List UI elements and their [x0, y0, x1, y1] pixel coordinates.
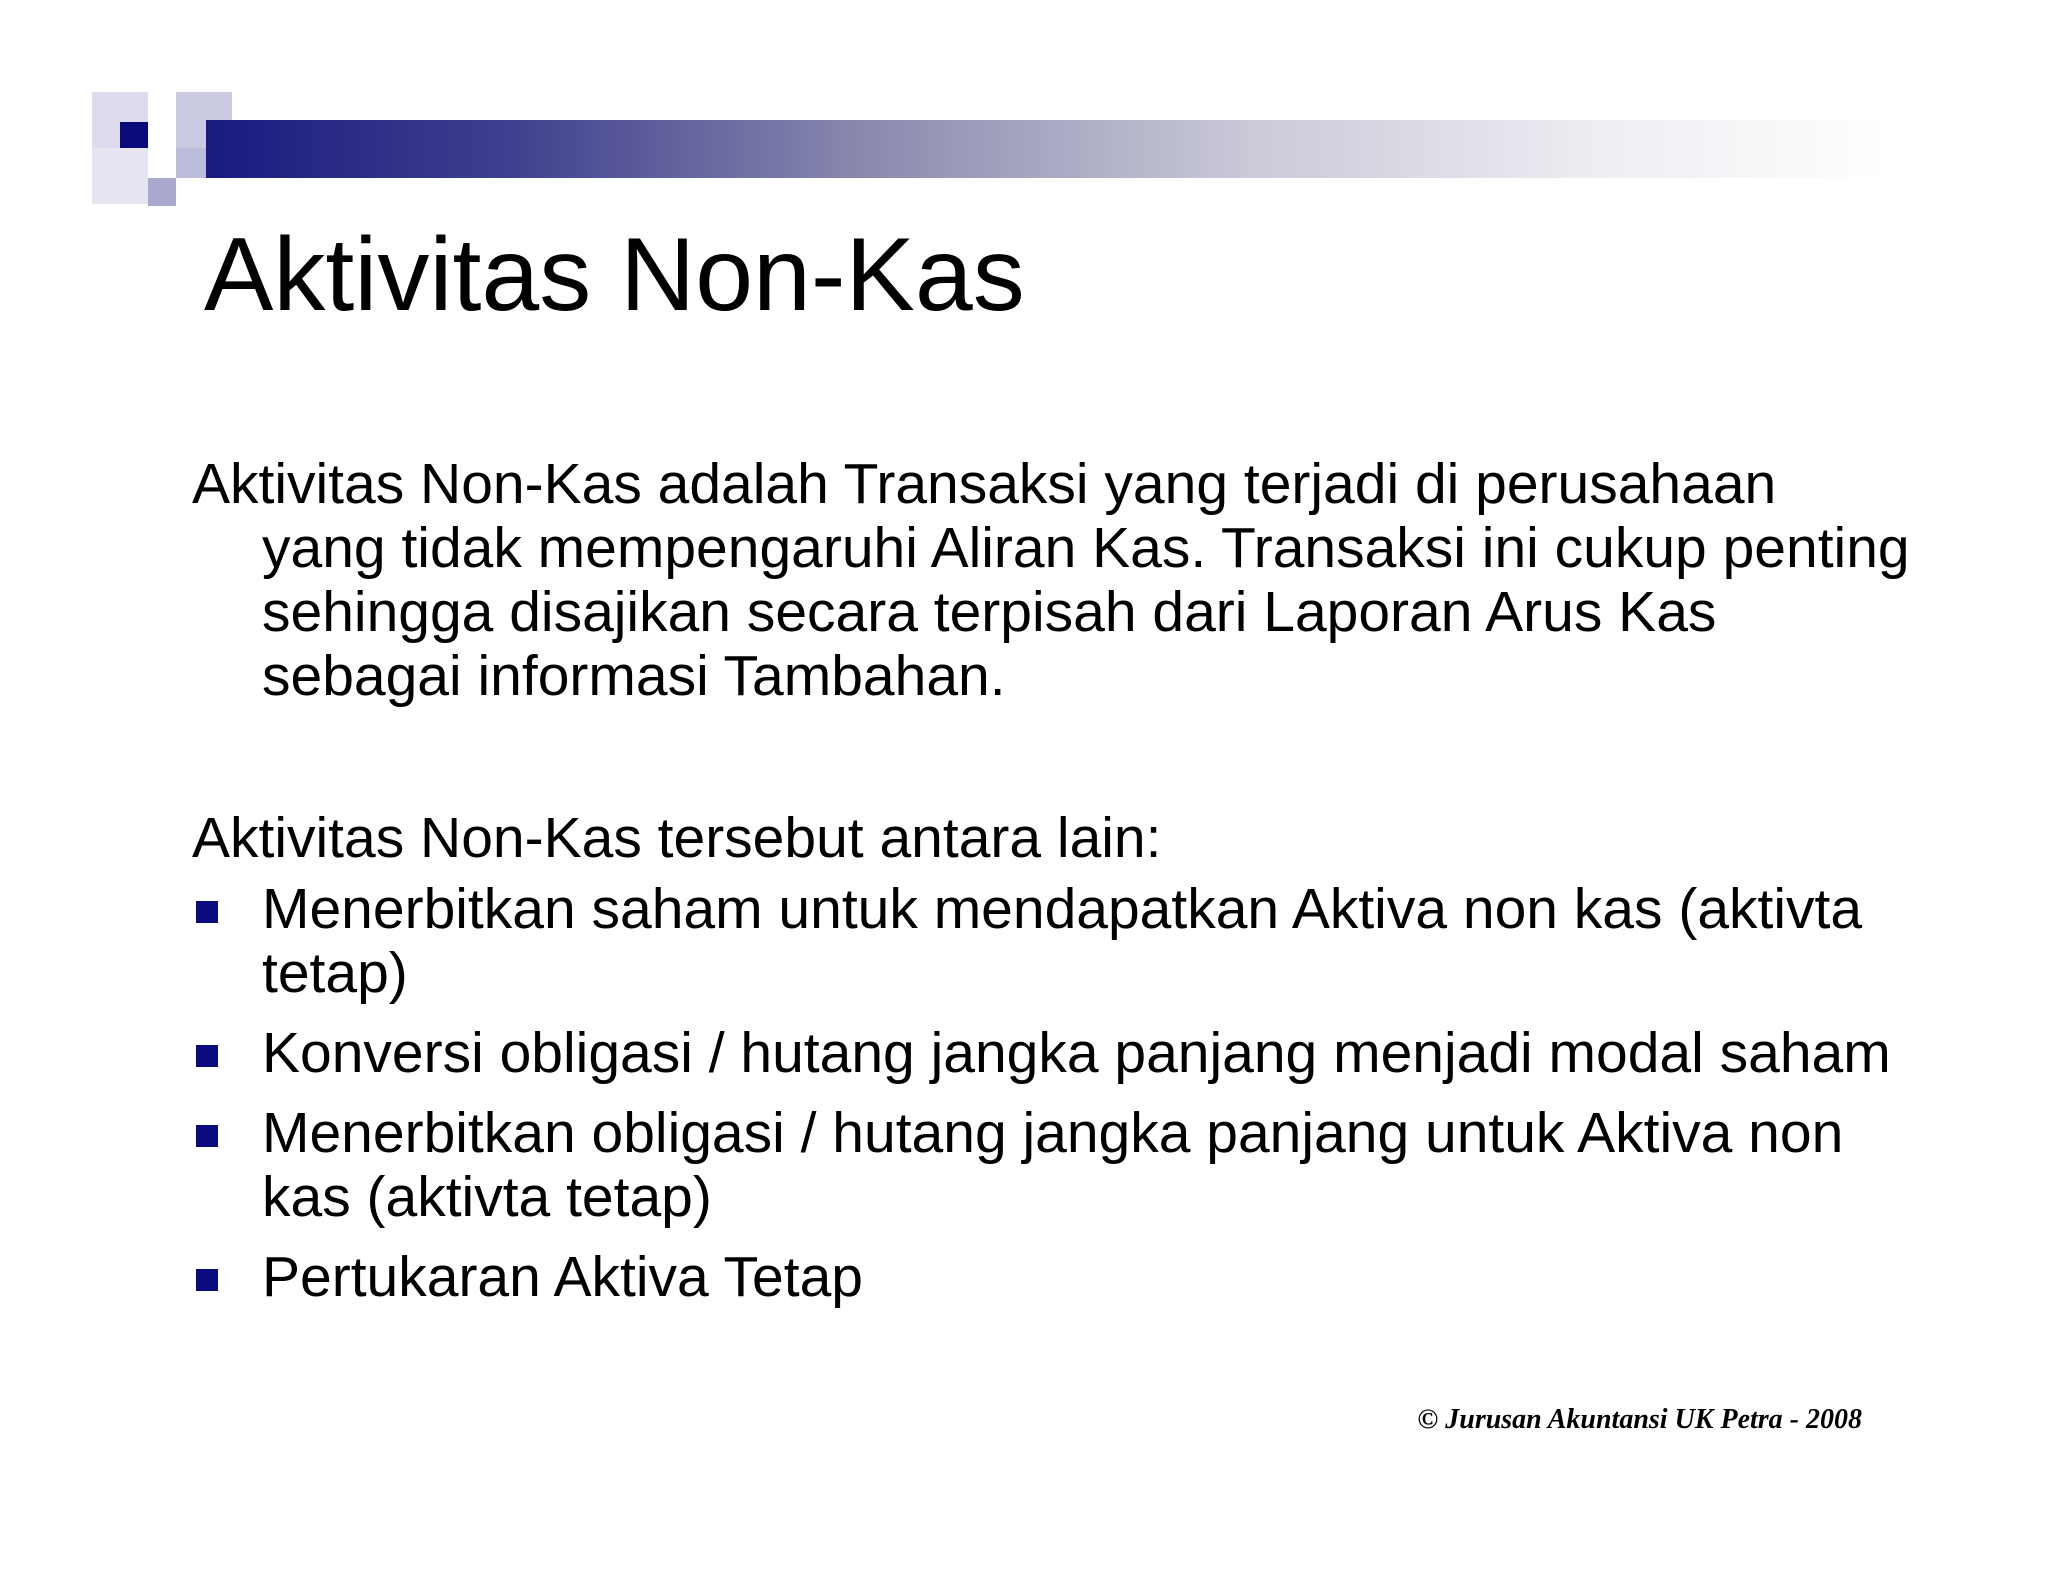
list-item: [192, 1101, 1912, 1229]
copyright-footer: © Jurusan Akuntansi UK Petra - 2008: [1417, 1404, 1862, 1435]
decor-square: [148, 178, 176, 206]
decor-square: [92, 148, 148, 204]
list-item-text: Konversi obligasi / hutang jangka panjang menjadi modal saham: [262, 1021, 1891, 1085]
square-bullet-icon: [196, 1045, 218, 1067]
definition-first-line: Aktivitas Non-Kas adalah Transaksi yang terjadi di perusahaan: [192, 452, 1777, 516]
activity-list: [192, 877, 1912, 1325]
definition-continuation: yang tidak mempengaruhi Aliran Kas. Transaksi ini cukup penting sehingga disajikan secara terpisah dari Laporan Arus Kas sebagai informasi Tambahan.: [262, 516, 1910, 708]
decor-square-dark: [120, 122, 148, 148]
list-item-text: Menerbitkan obligasi / hutang jangka panjang untuk Aktiva non kas (aktivta tetap): [262, 1101, 1844, 1229]
list-item: [192, 877, 1912, 1005]
header-gradient-bar: [206, 120, 1886, 178]
definition-paragraph: [192, 452, 1912, 708]
square-bullet-icon: [196, 1269, 218, 1291]
list-item-text: Pertukaran Aktiva Tetap: [262, 1245, 863, 1309]
square-bullet-icon: [196, 901, 218, 923]
list-item: [192, 1021, 1912, 1085]
list-item-text: Menerbitkan saham untuk mendapatkan Aktiva non kas (aktivta tetap): [262, 877, 1863, 1005]
square-bullet-icon: [196, 1125, 218, 1147]
list-intro: Aktivitas Non-Kas tersebut antara lain:: [192, 806, 1162, 870]
decor-square: [176, 148, 206, 178]
list-item: [192, 1245, 1912, 1309]
slide-title: Aktivitas Non-Kas: [204, 217, 1025, 333]
